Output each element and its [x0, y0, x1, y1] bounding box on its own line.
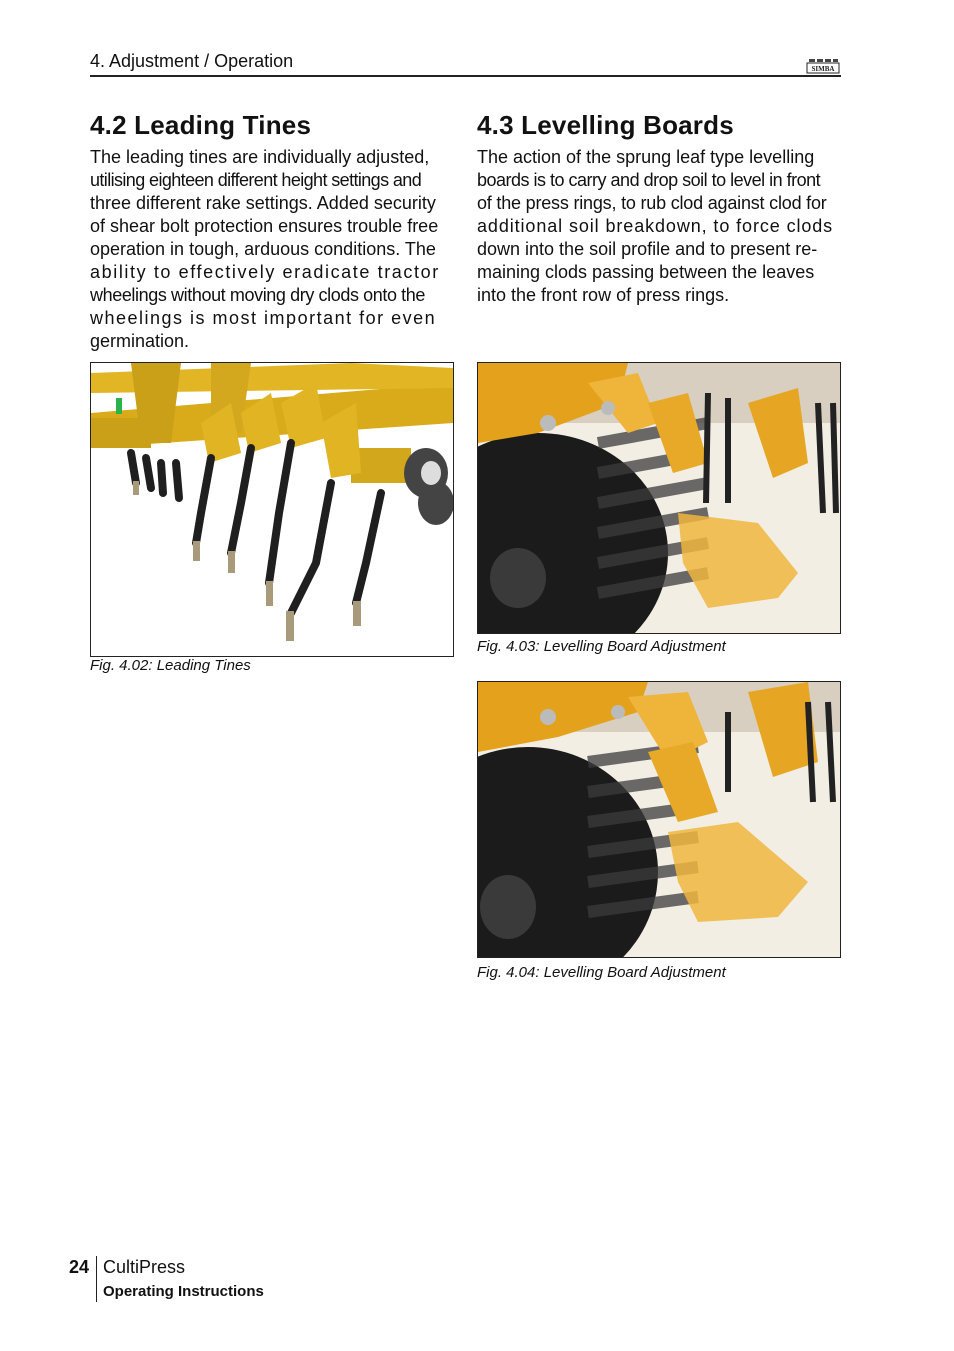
levelling-board-photo-1	[478, 363, 840, 633]
section-heading-levelling-boards: 4.3 Levelling Boards	[477, 110, 734, 140]
footer-divider	[96, 1256, 97, 1302]
text-line: three different rake settings. Added security	[90, 193, 436, 213]
text-line: operation in tough, arduous conditions. The	[90, 239, 436, 259]
running-header: 4. Adjustment / Operation	[90, 51, 294, 71]
section-heading-leading-tines: 4.2 Leading Tines	[90, 110, 312, 140]
levelling-board-photo-2	[478, 682, 840, 957]
text-line: of the press rings, to rub clod against clod for	[477, 193, 827, 213]
text-line: wheelings is most important for even	[90, 308, 437, 328]
text-line: maining clods passing between the leaves	[477, 262, 815, 282]
text-line: down into the soil profile and to present re-	[477, 239, 818, 259]
leading-tines-illustration	[91, 363, 453, 656]
footer-title: CultiPress	[103, 1257, 186, 1277]
text-line: additional soil breakdown, to force clods	[477, 216, 834, 236]
figure-caption: Fig. 4.02: Leading Tines	[90, 657, 251, 674]
figure-caption: Fig. 4.03: Levelling Board Adjustment	[477, 638, 726, 655]
figure-leading-tines	[90, 362, 454, 657]
text-line: of shear bolt protection ensures trouble free	[90, 216, 439, 236]
levelling-boards-text	[477, 146, 841, 307]
simba-logo	[806, 58, 840, 74]
text-line: utilising eighteen different height settings and	[90, 170, 422, 190]
text-line: ability to effectively eradicate tractor	[90, 262, 440, 282]
page-number: 24	[69, 1257, 90, 1277]
figure-caption: Fig. 4.04: Levelling Board Adjustment	[477, 964, 726, 981]
figure-levelling-board-1	[477, 362, 841, 634]
text-line: The leading tines are individually adjusted,	[90, 147, 430, 167]
header-rule	[90, 75, 841, 77]
figure-levelling-board-2	[477, 681, 841, 958]
text-line: into the front row of press rings.	[477, 285, 730, 305]
text-line: boards is to carry and drop soil to level in front	[477, 170, 821, 190]
text-line: The action of the sprung leaf type levelling	[477, 147, 815, 167]
svg-text:SIMBA: SIMBA	[811, 65, 835, 73]
text-line: wheelings without moving dry clods onto the	[90, 285, 425, 305]
footer-subtitle: Operating Instructions	[103, 1283, 264, 1300]
leading-tines-text	[90, 146, 454, 353]
text-line: germination.	[90, 331, 190, 351]
